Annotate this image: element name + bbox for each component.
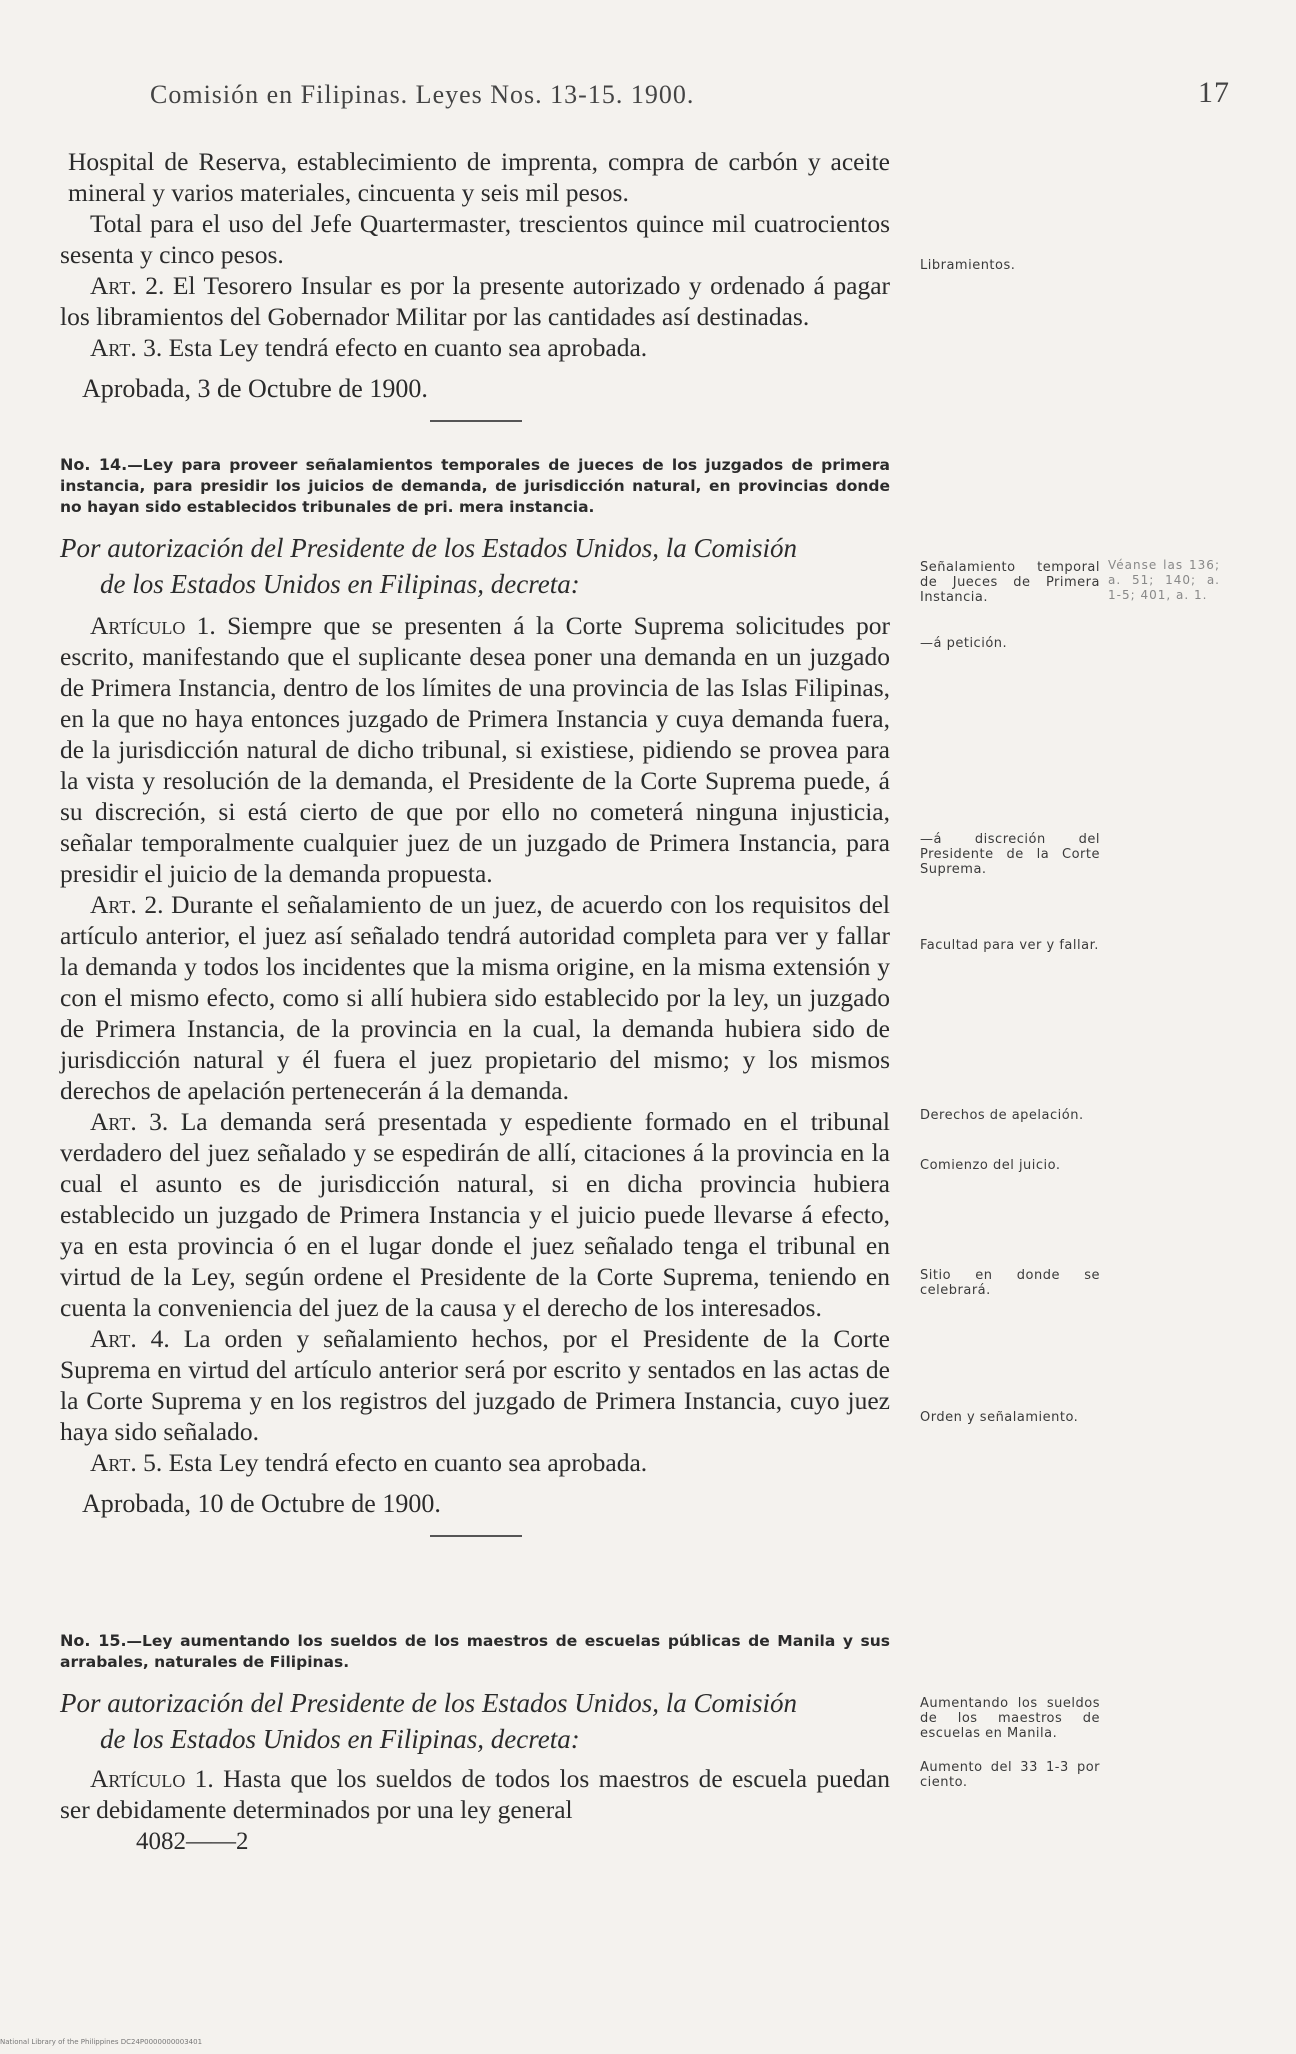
page-number: 17 bbox=[1198, 76, 1230, 109]
enacting-clause bbox=[60, 530, 890, 602]
article-label: Art. 3. bbox=[90, 1107, 169, 1136]
law-title: —Ley para proveer señalamientos temporales de jueces de los juzgados de primera instancia, para presidir los juicios de demanda, de jurisdicción natural, en provincias donde no hayan sido establecidos tribunales de pri. mera instancia. bbox=[60, 456, 891, 516]
margin-note: Libramientos. bbox=[920, 258, 1016, 273]
article bbox=[60, 889, 890, 1106]
article bbox=[60, 1106, 890, 1323]
law-heading bbox=[60, 1630, 890, 1673]
approval-date: Aprobada, 3 de Octubre de 1900. bbox=[82, 374, 428, 403]
signature-mark: 4082——2 bbox=[136, 1828, 249, 1855]
article-text: Esta Ley tendrá efecto en cuanto sea aprobada. bbox=[168, 1448, 648, 1477]
margin-note: Aumento del 33 1-3 por ciento. bbox=[920, 1760, 1100, 1790]
margin-note: Aumentando los sueldos de los maestros de escuelas en Manila. bbox=[920, 1696, 1100, 1741]
divider bbox=[430, 1535, 522, 1537]
law-number: No. 15. bbox=[60, 1631, 127, 1650]
article-label: Art. 4. bbox=[90, 1324, 170, 1353]
article bbox=[60, 610, 890, 889]
running-head bbox=[150, 76, 1230, 110]
law-15-section bbox=[60, 1630, 890, 1825]
prev-law-paragraph: Total para el uso del Jefe Quartermaster, trescientos quince mil cuatrocientos sesenta y cinco pesos. bbox=[60, 209, 890, 269]
scan-footer: National Library of the Philippines DC24P0000000003401 bbox=[0, 2038, 203, 2046]
article-text: Hasta que los sueldos de todos los maestros de escuela puedan ser debidamente determinados por una ley general bbox=[60, 1764, 890, 1824]
article-label: Art. 3. bbox=[90, 333, 163, 362]
margin-note: Sitio en donde se celebrará. bbox=[920, 1268, 1100, 1298]
margin-note: Derechos de apelación. bbox=[920, 1108, 1084, 1123]
margin-note: —á petición. bbox=[920, 636, 1008, 651]
article bbox=[60, 1447, 890, 1478]
divider bbox=[430, 420, 522, 422]
margin-note: Comienzo del juicio. bbox=[920, 1158, 1061, 1173]
enacting-clause bbox=[60, 1685, 890, 1757]
prev-law-paragraph: Hospital de Reserva, establecimiento de imprenta, compra de carbón y aceite mineral y varios materiales, cincuenta y seis mil pesos. bbox=[68, 147, 890, 207]
article-label: Art. 2. bbox=[90, 271, 165, 300]
margin-note: Señalamiento temporal de Jueces de Primera Instancia. bbox=[920, 560, 1100, 605]
margin-note: Facultad para ver y fallar. bbox=[920, 938, 1099, 953]
prev-law-section bbox=[60, 146, 890, 438]
law-number: No. 14. bbox=[60, 455, 128, 474]
article-text: La demanda será presentada y espediente formado en el tribunal verdadero del juez señalado y se espedirán de allí, citaciones á la provincia en la cual el asunto es de jurisdicción natural, si en dicha provincia hubiera establecido un juzgado de Primera Instancia y el juicio puede llevarse á efecto, ya en esta provincia ó en el lugar donde el juez señalado tenga el tribunal en virtud de la Ley, según ordene el Presidente de la Corte Suprema, teniendo en cuenta la conveniencia del juez de la causa y el derecho de los interesados. bbox=[60, 1107, 891, 1322]
law-14-section bbox=[60, 454, 890, 1553]
enacting-line: Por autorización del Presidente de los Estados Unidos, la Comisión bbox=[60, 1688, 797, 1718]
article-text: Durante el señalamiento de un juez, de acuerdo con los requisitos del artículo anterior, el juez así señalado tendrá autoridad completa para ver y fallar la demanda y todos los incidentes que la misma origine, en la misma extensión y con el mismo efecto, como si allí hubiera sido establecido por la ley, un juzgado de Primera Instancia, de la provincia en la cual, la demanda hubiera sido de jurisdicción natural y él fuera el juez propietario del mismo; y los mismos derechos de apelación pertenecerán á la demanda. bbox=[60, 890, 890, 1105]
law-heading bbox=[60, 454, 890, 518]
article-text: El Tesorero Insular es por la presente autorizado y ordenado á pagar los libramientos del Gobernador Militar por las cantidades así destinadas. bbox=[60, 271, 891, 331]
margin-note: —á discreción del Presidente de la Corte Suprema. bbox=[920, 832, 1100, 877]
article bbox=[60, 270, 890, 332]
article-label: Artículo 1. bbox=[90, 1764, 214, 1793]
article-text: Siempre que se presenten á la Corte Suprema solicitudes por escrito, manifestando que el suplicante desea poner una demanda en un juzgado de Primera Instancia, dentro de los límites de una provincia de las Islas Filipinas, en la que no haya entonces juzgado de Primera Instancia y cuya demanda fuera, de la jurisdicción natural de dicho tribunal, si existiese, pidiendo se provea para la vista y resolución de la demanda, el Presidente de la Corte Suprema puede, á su discreción, si está cierto de que por ello no cometerá ninguna injusticia, señalar temporalmente cualquier juez de un juzgado de Primera Instancia, para presidir el juicio de la demanda propuesta. bbox=[60, 611, 890, 888]
approval-date: Aprobada, 10 de Octubre de 1900. bbox=[82, 1489, 441, 1518]
article-label: Art. 5. bbox=[90, 1448, 163, 1477]
article-text: Esta Ley tendrá efecto en cuanto sea aprobada. bbox=[168, 333, 648, 362]
law-title: —Ley aumentando los sueldos de los maestros de escuelas públicas de Manila y sus arrabales, naturales de Filipinas. bbox=[60, 1632, 890, 1671]
margin-note: Orden y señalamiento. bbox=[920, 1410, 1079, 1425]
article-label: Artículo 1. bbox=[90, 611, 216, 640]
cross-reference: Véanse las 136; a. 51; 140; a. 1-5; 401, a. 1. bbox=[1108, 558, 1220, 602]
article-text: La orden y señalamiento hechos, por el Presidente de la Corte Suprema en virtud del artículo anterior será por escrito y sentados en las actas de la Corte Suprema y en los registros del juzgado de Primera Instancia, cuyo juez haya sido señalado. bbox=[60, 1324, 891, 1446]
article bbox=[60, 1763, 890, 1825]
article bbox=[60, 1323, 890, 1447]
enacting-line: de los Estados Unidos en Filipinas, decreta: bbox=[100, 569, 580, 599]
article bbox=[60, 332, 890, 363]
article-label: Art. 2. bbox=[90, 890, 164, 919]
enacting-line: de los Estados Unidos en Filipinas, decreta: bbox=[100, 1724, 580, 1754]
running-head-title: Comisión en Filipinas. Leyes Nos. 13-15. 1900. bbox=[150, 80, 695, 109]
enacting-line: Por autorización del Presidente de los Estados Unidos, la Comisión bbox=[60, 533, 797, 563]
